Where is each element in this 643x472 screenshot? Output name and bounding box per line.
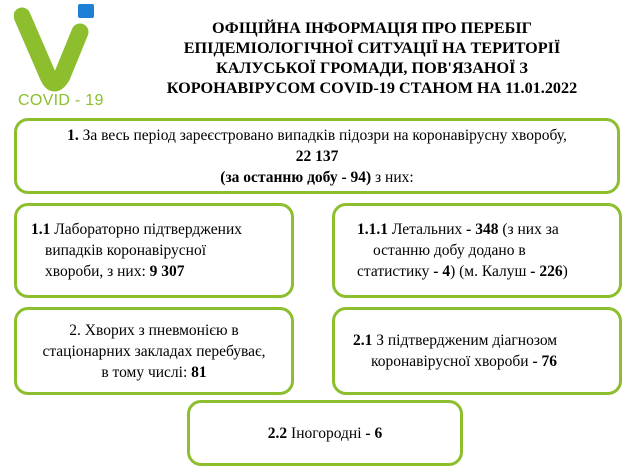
box1-text: За весь період зареєстровано випадків підозри на коронавірусну хворобу, xyxy=(78,126,567,144)
lab-confirmed-value: 9 307 xyxy=(149,263,185,280)
box2-number: 1.1 xyxy=(31,221,51,238)
confirmed-diagnosis-box xyxy=(332,307,622,395)
title-line-3: КАЛУСЬКОЇ ГРОМАДИ, ПОВ'ЯЗАНОЇ З xyxy=(216,59,528,77)
non-residents-box xyxy=(187,400,463,466)
box1-line-3 xyxy=(25,167,609,188)
non-residents-value: - 6 xyxy=(365,424,383,442)
fatal-last-day-value: - 4 xyxy=(433,263,451,280)
fatal-cases-box xyxy=(332,203,622,298)
box2-line-3 xyxy=(31,261,281,282)
box3-line-1 xyxy=(357,219,611,240)
fatal-value: - 348 xyxy=(466,221,499,238)
box5-line-2 xyxy=(353,351,611,372)
total-suspected-cases-box xyxy=(14,118,620,194)
box6-label: Іногородні xyxy=(287,424,366,442)
box3-line-2: останню добу додано в xyxy=(373,242,526,259)
kalush-fatal-value: - 226 xyxy=(530,263,563,280)
logo-caption: COVID - 19 xyxy=(18,92,104,109)
box6-number: 2.2 xyxy=(267,424,288,442)
box3-label: Летальних xyxy=(388,221,467,238)
box3-line-3 xyxy=(357,261,611,282)
lab-confirmed-box xyxy=(14,203,294,298)
confirmed-diagnosis-value: - 76 xyxy=(532,353,558,370)
title-line-2: ЕПІДЕМІОЛОГІЧНОЇ СИТУАЦІЇ НА ТЕРИТОРІЇ xyxy=(183,39,561,57)
box4-line-2: стаціонарних закладах перебуває, xyxy=(42,342,266,360)
total-cases-value: 22 137 xyxy=(295,147,339,165)
box2-text-1: Лабораторно підтверджених xyxy=(50,221,243,238)
box5-text-2: коронавірусної хвороби xyxy=(371,353,533,370)
box4-text-3: в тому числі: xyxy=(101,363,192,381)
box3-text-4: ) (м. Калуш xyxy=(450,263,531,280)
title-line-4: КОРОНАВІРУСОМ COVID-19 СТАНОМ НА 11.01.2022 xyxy=(166,79,578,97)
box5-line-1 xyxy=(353,330,611,351)
title-line-1: ОФІЦІЙНА ІНФОРМАЦІЯ ПРО ПЕРЕБІГ xyxy=(212,19,532,37)
box5-number: 2.1 xyxy=(353,332,373,349)
box2-line-1 xyxy=(31,219,281,240)
v-checkmark-icon xyxy=(14,4,114,96)
box3-number: 1.1.1 xyxy=(357,221,388,238)
box2-text-3: хвороби, з них: xyxy=(45,263,150,280)
box3-text-1: (з них за xyxy=(498,221,559,238)
covid-logo xyxy=(14,4,114,114)
box3-text-5: ) xyxy=(562,263,568,280)
box4-line-3 xyxy=(25,362,283,383)
box2-line-2: випадків коронавірусної xyxy=(45,242,207,259)
page-title xyxy=(122,18,622,98)
pneumonia-patients-box xyxy=(14,307,294,395)
pneumonia-value: 81 xyxy=(191,363,207,381)
box4-line-1: 2. Хворих з пневмонією в xyxy=(69,321,239,339)
last-day-cases: (за останню добу - 94) xyxy=(220,168,372,186)
box1-suffix: з них: xyxy=(371,168,414,186)
box1-number: 1. xyxy=(67,126,79,144)
box6-line xyxy=(190,423,460,444)
box1-line-1 xyxy=(25,125,609,146)
box5-text-1: З підтвердженим діагнозом xyxy=(372,332,558,349)
box3-text-3: статистику xyxy=(357,263,434,280)
